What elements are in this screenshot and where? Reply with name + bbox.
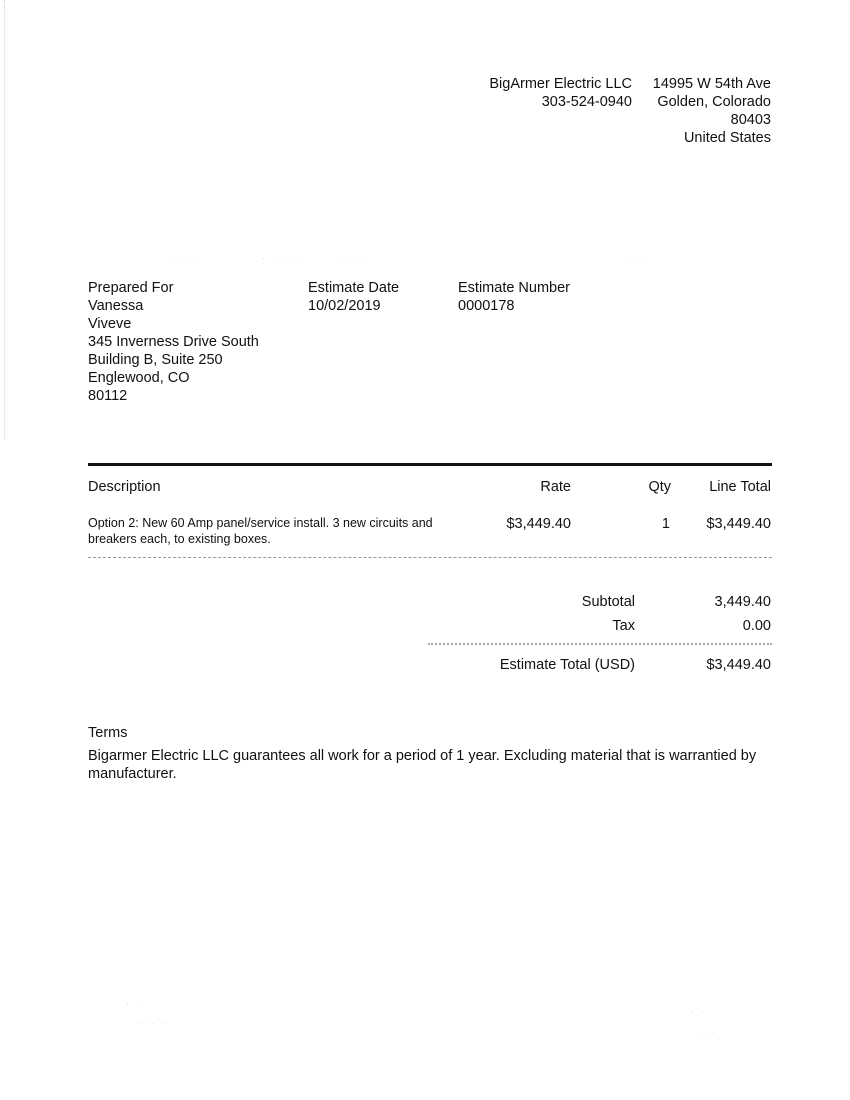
scan-speck: · · bbox=[126, 999, 143, 1008]
company-city-state: Golden, Colorado bbox=[657, 94, 771, 110]
totals-rule bbox=[428, 643, 772, 646]
row-line-total: $3,449.40 bbox=[706, 516, 771, 532]
client-street: 345 Inverness Drive South bbox=[88, 334, 259, 350]
client-zip: 80112 bbox=[88, 388, 128, 404]
table-top-rule bbox=[88, 463, 772, 466]
scan-speck: · · · · bbox=[262, 254, 301, 263]
scan-speck: · · bbox=[628, 257, 645, 266]
estimate-total-value: $3,449.40 bbox=[706, 657, 771, 673]
subtotal-value: 3,449.40 bbox=[714, 594, 771, 610]
subtotal-label: Subtotal bbox=[581, 594, 635, 610]
estimate-total-label: Estimate Total (USD) bbox=[499, 657, 635, 673]
client-name-last: Viveve bbox=[88, 316, 132, 332]
estimate-number-label: Estimate Number bbox=[458, 280, 571, 296]
prepared-for-block bbox=[88, 279, 259, 405]
scan-speck: · · bbox=[690, 1007, 707, 1016]
company-zip: 80403 bbox=[730, 112, 771, 128]
estimate-date-value: 10/02/2019 bbox=[308, 298, 381, 314]
estimate-date-label: Estimate Date bbox=[308, 280, 400, 296]
company-phone: 303-524-0940 bbox=[541, 94, 632, 110]
header-rate: Rate bbox=[540, 479, 571, 495]
company-address bbox=[653, 75, 771, 147]
company-name: BigArmer Electric LLC bbox=[489, 76, 632, 92]
terms-title: Terms bbox=[88, 725, 128, 741]
terms-body: Bigarmer Electric LLC guarantees all work for a period of 1 year. Excluding material that is warrantied by manufacturer. bbox=[88, 748, 757, 782]
row-qty: 1 bbox=[661, 516, 670, 532]
header-description: Description bbox=[88, 479, 161, 495]
row-description: Option 2: New 60 Amp panel/service install. 3 new circuits and breakers each, to existing boxes. bbox=[88, 516, 433, 546]
company-street: 14995 W 54th Ave bbox=[652, 76, 771, 92]
scan-edge bbox=[4, 0, 6, 440]
tax-label: Tax bbox=[612, 618, 635, 634]
client-name-first: Vanessa bbox=[88, 298, 144, 314]
scan-speck: · · · bbox=[140, 1019, 168, 1028]
client-city-state: Englewood, CO bbox=[88, 370, 190, 386]
scan-speck: · · · bbox=[340, 254, 368, 263]
estimate-number-value: 0000178 bbox=[458, 298, 515, 314]
scan-speck: · · · bbox=[172, 257, 200, 266]
prepared-for-label: Prepared For bbox=[88, 280, 174, 296]
scan-speck: · · bbox=[700, 1029, 717, 1038]
estimate-date-block bbox=[308, 279, 399, 315]
estimate-number-block bbox=[458, 279, 570, 315]
company-name-phone bbox=[489, 75, 632, 111]
company-country: United States bbox=[683, 130, 771, 146]
header-line-total: Line Total bbox=[709, 479, 771, 495]
row-rate: $3,449.40 bbox=[506, 516, 571, 532]
header-qty: Qty bbox=[648, 479, 671, 495]
client-suite: Building B, Suite 250 bbox=[88, 352, 223, 368]
tax-value: 0.00 bbox=[742, 618, 771, 634]
table-bottom-rule bbox=[88, 557, 772, 559]
